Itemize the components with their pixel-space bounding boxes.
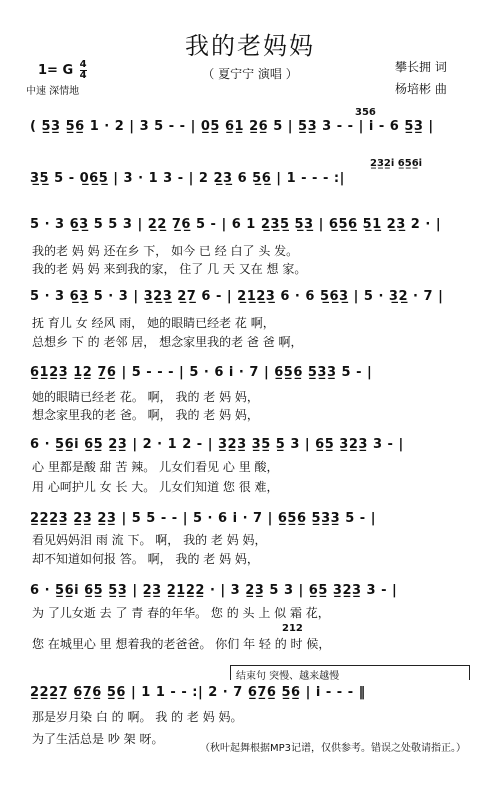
ending-instruction: 结束句 突慢、越来越慢 (236, 671, 340, 682)
time-signature (80, 60, 87, 81)
key-label: 1= G (38, 63, 74, 78)
lyric-line: 那是岁月染 白 的 啊。 我 的 老 妈 妈。 (32, 710, 243, 724)
lyric-line: 她的眼睛已经老 花。 啊， 我的 老 妈 妈， (32, 390, 259, 404)
lyricist-credit: 攀长拥 词 (395, 60, 447, 74)
lyric-line: 想念家里我的老 爸。 啊， 我的 老 妈 妈， (32, 408, 259, 422)
lyric-line: 我的老 妈 妈 还在乡 下， 如今 已 经 白了 头 发。 (32, 244, 299, 258)
meter-bottom: 4 (79, 70, 87, 81)
lyric-line: 心 里都是酸 甜 苦 辣。 儿女们看见 心 里 酸， (32, 460, 279, 474)
notation-line: 6̲1̲2̲3̲ 1̲2̲ 7̲6̲ | 5 - - - | 5 · 6 i · 7 | 6̲5̲6̲ 5̲3̲3̲ 5 - | (30, 365, 373, 380)
lyric-line: 看见妈妈泪 雨 流 下。 啊， 我的 老 妈 妈， (32, 533, 267, 547)
notation-line: 2̲2̲2̲3̲ 2̲3̲ 2̲3̲ | 5 5 - - | 5 · 6 i · 7 | 6̲5̲6̲ 5̲3̲3̲ 5 - | (30, 511, 376, 526)
notation-line: 6 · 5̲6̲i 6̲5̲ 5̲3̲ | 2̲3̲ 2̲1̲2̲2̲ · | 3 2̲3̲ 5 3 | 6̲5̲ 3̲2̲3̲ 3 - | (30, 583, 398, 598)
mini-note-3: 212 (282, 623, 303, 634)
lyric-line: 却不知道如何报 答。 啊， 我的 老 妈 妈， (32, 552, 259, 566)
tempo-marking: 中速 深情地 (26, 86, 80, 97)
mini-note-2: 2̲3̲2̲i 6̲5̲6̲i (370, 158, 423, 169)
lyric-line: 您 在城里心 里 想着我的老爸爸。 你们 年 轻 的 时 候， (32, 637, 331, 651)
key-signature (38, 60, 87, 81)
composer-credit: 杨培彬 曲 (395, 82, 447, 96)
lyric-line: 为 了儿女逝 去 了 青 春的年华。 您 的 头 上 似 霜 花， (32, 606, 330, 620)
mini-note-1: 356 (355, 107, 376, 118)
notation-line: 3̲5̲ 5 - 0̲6̲5̲ | 3 · 1 3 - | 2 2̲3̲ 6 5̲6̲ | 1 - - - :| (30, 171, 345, 186)
meter-top: 4 (79, 59, 87, 70)
performer-credit: （ 夏宁宁 演唱 ） (202, 67, 298, 81)
lyric-line: 我的老 妈 妈 来到我的家， 住了 几 天 又在 想 家。 (32, 262, 307, 276)
lyric-line: 用 心呵护儿 女 长 大。 儿女们知道 您 很 难， (32, 480, 279, 494)
disclaimer-note: （秋叶起舞根据MP3记谱，仅供参考。错误之处敬请指正。） (200, 743, 467, 754)
lyric-line: 总想乡 下 的 老邻 居， 想念家里我的老 爸 爸 啊， (32, 335, 303, 349)
notation-line: 2̲2̲2̲7̲ 6̲7̲6̲ 5̲6̲ | 1 1 - - :| 2 · 7 6̲7̲6̲ 5̲6̲ | i - - - ‖ (30, 685, 366, 700)
lyric-line: 为了生活总是 吵 架 呀。 (32, 732, 164, 746)
notation-line: 6 · 5̲6̲i 6̲5̲ 2̲3̲ | 2 · 1 2 - | 3̲2̲3̲ 3̲5̲ 5̲ 3 | 6̲5̲ 3̲2̲3̲ 3 - | (30, 437, 404, 452)
notation-line: ( 5̲3̲ 5̲6̲ 1 · 2 | 3 5 - - | 0̲5̲ 6̲1̲ 2̲6̲ 5 | 5̲3̲ 3 - - | i - 6 5̲3̲ | (30, 119, 434, 134)
song-title: 我的老妈妈 (185, 32, 315, 60)
notation-line: 5 · 3 6̲3̲ 5 5 3 | 2̲2̲ 7̲6̲ 5 - | 6 1 2̲3̲5̲ 5̲3̲ | 6̲5̲6̲ 5̲1̲ 2̲3̲ 2 · | (30, 217, 442, 232)
notation-line: 5 · 3 6̲3̲ 5 · 3 | 3̲2̲3̲ 2̲7̲ 6 - | 2̲1̲2̲3̲ 6 · 6 5̲6̲3̲ | 5 · 3̲2̲ · 7 | (30, 289, 444, 304)
lyric-line: 抚 育儿 女 经风 雨， 她的眼睛已经老 花 啊， (32, 316, 275, 330)
